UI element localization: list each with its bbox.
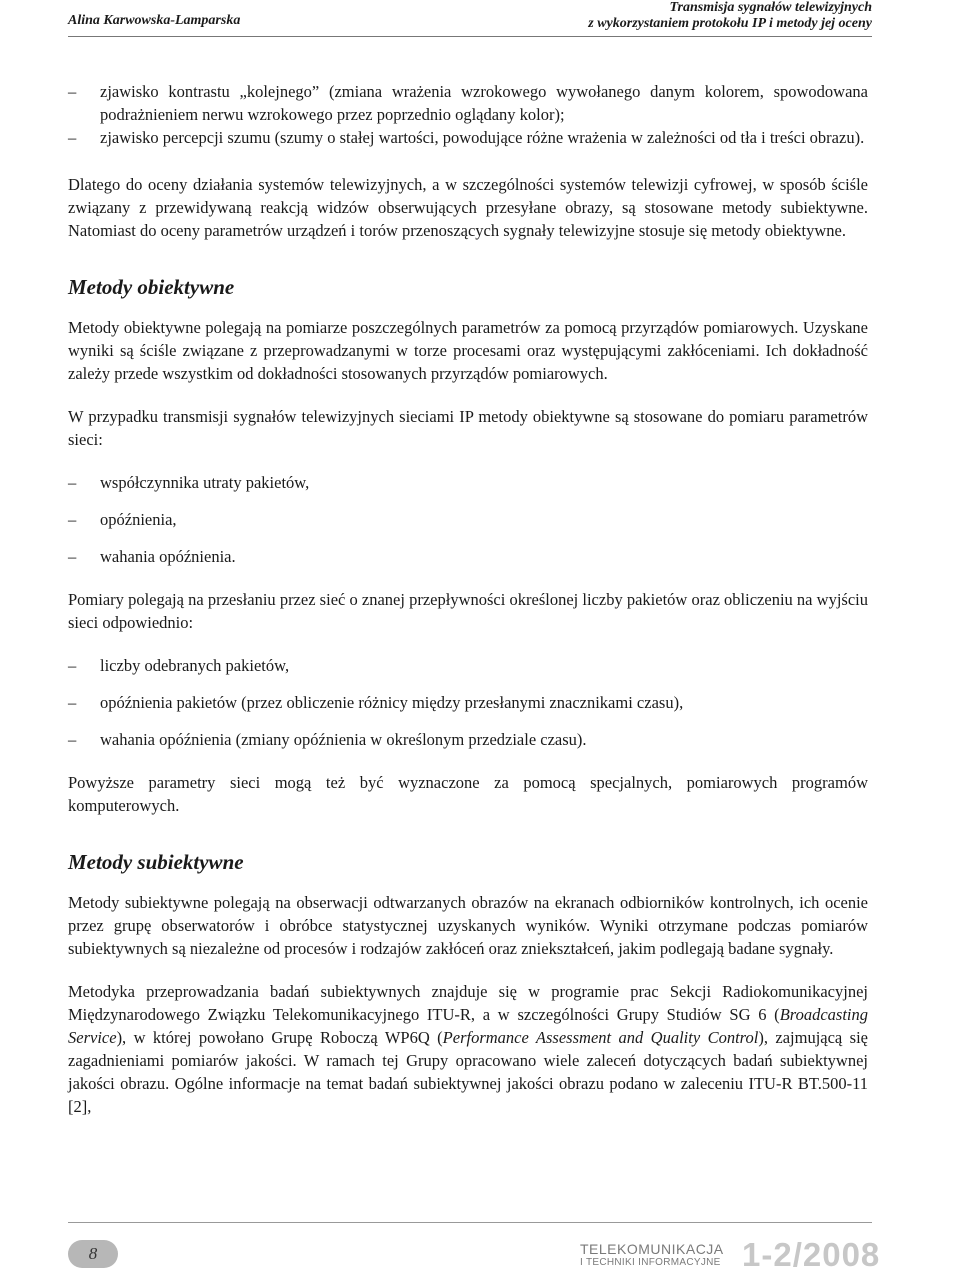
text-run: ), w której powołano Grupę Roboczą WP6Q ( bbox=[116, 1028, 443, 1047]
dash-bullet: – bbox=[68, 128, 77, 147]
text-run: Metodyka przeprowadzania badań subiektywnych znajduje się w programie prac Sekcji Radiokomunikacyjnej Międzynarodowego Związku Telekomunikacyjnego ITU-R, a w szczególności Grupy Studiów SG 6 ( bbox=[68, 982, 868, 1024]
section-heading-subjective: Metody subiektywne bbox=[68, 850, 244, 874]
footer-divider bbox=[68, 1222, 872, 1223]
subjective-paragraph-1: Metody subiektywne polegają na obserwacji odtwarzanych obrazów na ekranach odbiorników kontrolnych, ich ocenie przez grupę obserwatorów i obróbce statystycznej uzyskanych wyników. Wyniki otrzymane podczas pomiarów subiektywnych są niezależne od procesów i rodzajów zakłóceń oraz zniekształceń, jakim podlegają badane sygnały. bbox=[68, 893, 868, 958]
objective-paragraph-1: Metody obiektywne polegają na pomiarze poszczególnych parametrów za pomocą przyrządów pomiarowych. Uzyskane wyniki są ściśle związane z przeprowadzanymi w torze procesami oraz występującymi zakłóceniami. Ich dokładność zależy przede wszystkim od dokładności stosowanych przyrządów pomiarowych. bbox=[68, 318, 868, 383]
dash-bullet: – bbox=[68, 473, 77, 492]
running-header bbox=[68, 0, 872, 37]
list-item-text: współczynnika utraty pakietów, bbox=[100, 473, 310, 492]
dash-bullet: – bbox=[68, 656, 77, 675]
dash-bullet: – bbox=[68, 693, 77, 712]
list-item-text: wahania opóźnienia. bbox=[100, 547, 236, 566]
dash-bullet: – bbox=[68, 547, 77, 566]
header-author: Alina Karwowska-Lamparska bbox=[68, 13, 241, 28]
list-item bbox=[68, 80, 868, 126]
journal-logo bbox=[580, 1243, 724, 1269]
dash-bullet: – bbox=[68, 510, 77, 529]
list-item bbox=[68, 471, 868, 494]
dash-bullet: – bbox=[68, 82, 77, 101]
header-title bbox=[588, 0, 872, 32]
page-body bbox=[68, 80, 868, 1118]
list-item bbox=[68, 126, 868, 149]
page-number-badge: 8 bbox=[68, 1240, 118, 1268]
list-item bbox=[68, 545, 868, 568]
journal-name-line1: TELEKOMUNIKACJA bbox=[580, 1241, 724, 1257]
list-item-text: zjawisko percepcji szumu (szumy o stałej wartości, powodujące różne wrażenia w zależności od tła i treści obrazu). bbox=[100, 128, 865, 147]
issue-number: 1-2/2008 bbox=[742, 1236, 881, 1273]
text-run-italic: Broadcasting Service bbox=[68, 1005, 868, 1047]
measurement-results-list bbox=[68, 654, 868, 751]
perception-list bbox=[68, 80, 868, 149]
section-heading-objective: Metody obiektywne bbox=[68, 275, 235, 299]
list-item-text: opóźnienia, bbox=[100, 510, 177, 529]
list-item-text: wahania opóźnienia (zmiany opóźnienia w określonym przedziale czasu). bbox=[100, 730, 587, 749]
objective-paragraph-3: Pomiary polegają na przesłaniu przez sieć o znanej przepływności określonej liczby pakietów oraz obliczeniu na wyjściu sieci odpowiednio: bbox=[68, 590, 868, 632]
list-item bbox=[68, 728, 868, 751]
objective-paragraph-2: W przypadku transmisji sygnałów telewizyjnych sieciami IP metody obiektywne są stosowane do pomiaru parametrów sieci: bbox=[68, 407, 868, 449]
list-item-text: zjawisko kontrastu „kolejnego” (zmiana wrażenia wzrokowego wywołanego danym kolorem, spowodowana podrażnieniem nerwu wzrokowego przez poprzednio oglądany kolor); bbox=[100, 82, 868, 124]
list-item bbox=[68, 508, 868, 531]
list-item bbox=[68, 654, 868, 677]
network-parameters-list bbox=[68, 471, 868, 568]
objective-paragraph-4: Powyższe parametry sieci mogą też być wyznaczone za pomocą specjalnych, pomiarowych programów komputerowych. bbox=[68, 773, 868, 815]
text-run-italic: Performance Assessment and Quality Control bbox=[442, 1028, 759, 1047]
list-item-text: liczby odebranych pakietów, bbox=[100, 656, 290, 675]
journal-name-line2: I TECHNIKI INFORMACYJNE bbox=[580, 1257, 721, 1268]
intro-paragraph: Dlatego do oceny działania systemów telewizyjnych, a w szczególności systemów telewizji cyfrowej, w sposób ściśle związany z przewidywaną reakcją widzów obserwujących przesyłane obrazy, są stosowane metody subiektywne. Natomiast do oceny parametrów urządzeń i torów przenoszących sygnały telewizyjne stosuje się metody obiektywne. bbox=[68, 175, 868, 240]
list-item bbox=[68, 691, 868, 714]
text-run: ), zajmującą się zagadnieniami pomiarów jakości. W ramach tej Grupy opracowano wiele zaleceń dotyczących badań subiektywnej jakości obrazu. Ogólne informacje na temat badań subiektywnej jakości obrazu podano w zaleceniu ITU-R BT.500-11 [2], bbox=[68, 1028, 869, 1116]
list-item-text: opóźnienia pakietów (przez obliczenie różnicy między przesłanymi znacznikami czasu), bbox=[100, 693, 684, 712]
header-title-line1: Transmisja sygnałów telewizyjnych bbox=[669, 0, 872, 15]
dash-bullet: – bbox=[68, 730, 77, 749]
subjective-paragraph-2 bbox=[68, 980, 868, 1118]
header-title-line2: z wykorzystaniem protokołu IP i metody jej oceny bbox=[588, 16, 872, 31]
